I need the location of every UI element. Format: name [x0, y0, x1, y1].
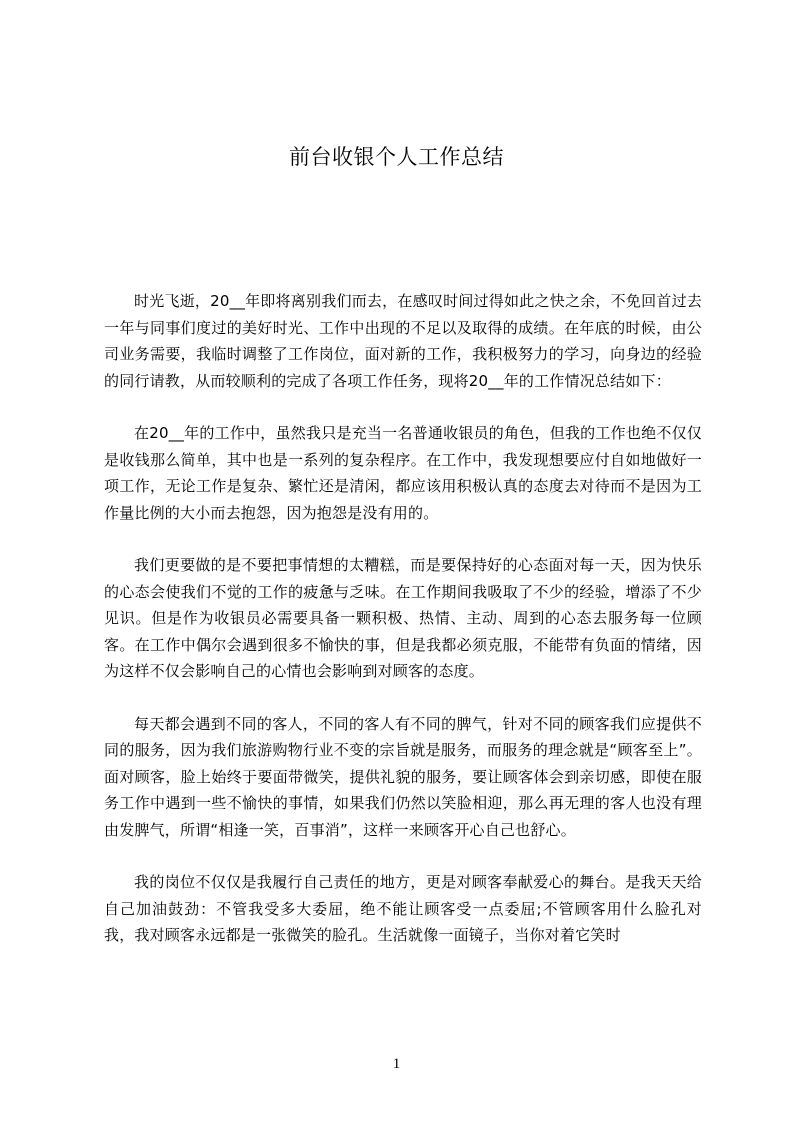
document-body	[104, 288, 702, 975]
paragraph-3: 我们更要做的是不要把事情想的太糟糕，而是要保持好的心态面对每一天，因为快乐的心态会使我们不觉的工作的疲惫与乏味。在工作期间我吸取了不少的经验，增添了不少见识。但是作为收银员必需要具备一颗积极、热情、主动、周到的心态去服务每一位顾客。在工作中偶尔会遇到很多不愉快的事，但是我都必须克服，不能带有负面的情绪，因为这样不仅会影响自己的心情也会影响到对顾客的态度。	[104, 556, 702, 680]
paragraph-2: 在20__年的工作中，虽然我只是充当一名普通收银员的角色，但我的工作也绝不仅仅是收钱那么简单，其中也是一系列的复杂程序。在工作中，我发现想要应付自如地做好一项工作，无论工作是复杂、繁忙还是清闲，都应该用积极认真的态度去对待而不是因为工作量比例的大小而去抱怨，因为抱怨是没有用的。	[104, 424, 702, 522]
paragraph-5: 我的岗位不仅仅是我履行自己责任的地方，更是对顾客奉献爱心的舞台。是我天天给自己加油鼓劲：不管我受多大委屈，绝不能让顾客受一点委屈;不管顾客用什么脸孔对我，我对顾客永远都是一张微笑的脸孔。生活就像一面镜子，当你对着它笑时	[104, 873, 702, 944]
page-number: 1	[392, 1056, 401, 1072]
paragraph-4: 每天都会遇到不同的客人，不同的客人有不同的脾气，针对不同的顾客我们应提供不同的服务，因为我们旅游购物行业不变的宗旨就是服务，而服务的理念就是“顾客至上”。面对顾客，脸上始终于要面带微笑，提供礼貌的服务，要让顾客体会到亲切感，即使在服务工作中遇到一些不愉快的事情，如果我们仍然以笑脸相迎，那么再无理的客人也没有理由发脾气，所谓“相逢一笑，百事消”，这样一来顾客开心自己也舒心。	[104, 714, 702, 839]
paragraph-1: 时光飞逝，20__年即将离别我们而去，在感叹时间过得如此之快之余，不免回首过去一年与同事们度过的美好时光、工作中出现的不足以及取得的成绩。在年底的时候，由公司业务需要，我临时调整了工作岗位，面对新的工作，我积极努力的学习，向身边的经验的同行请教，从而较顺利的完成了各项工作任务，现将20__年的工作情况总结如下：	[104, 292, 702, 390]
document-title: 前台收银个人工作总结	[289, 145, 504, 169]
